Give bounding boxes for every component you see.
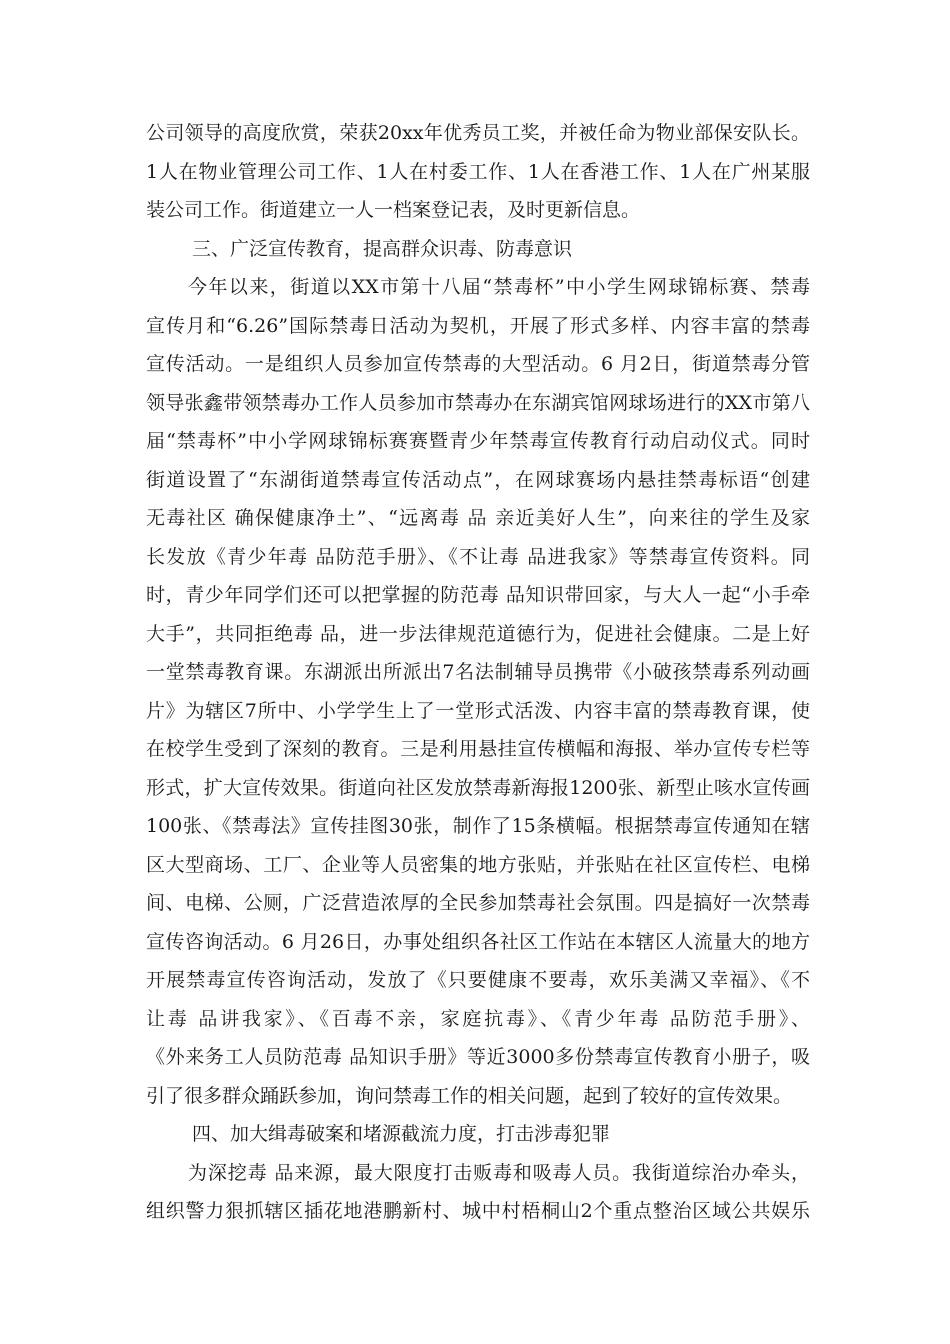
text-line: 装公司工作。街道建立一人一档案登记表，及时更新信息。 — [146, 199, 641, 221]
text-line: 区大型商场、工厂、企业等人员密集的地方张贴，并张贴在社区宣传栏、电梯 — [146, 853, 810, 876]
text-line: 领导张鑫带领禁毒办工作人员参加市禁毒办在东湖宾馆网球场进行的XX市第八 — [146, 391, 810, 414]
text-line: 形式，扩大宣传效果。街道向社区发放禁毒新海报1200张、新型止咳水宣传画 — [146, 776, 810, 799]
text-line: 公司领导的高度欣赏，荣获20xx年优秀员工奖，并被任命为物业部保安队长。 — [146, 122, 810, 144]
text-line: 组织警力狠抓辖区插花地港鹏新村、城中村梧桐山2个重点整治区域公共娱乐 — [146, 1200, 810, 1222]
text-line: 今年以来，街道以XX市第十八届“禁毒杯”中小学生网球锦标赛、禁毒 — [188, 276, 810, 298]
text-line: 时，青少年同学们还可以把掌握的防范毒 品知识带回家，与大人一起“小手牵 — [146, 584, 810, 606]
text-line: 宣传咨询活动。6 月26日，办事处组织各社区工作站在本辖区人流量大的地方 — [146, 930, 810, 953]
section-heading-4: 四、加大缉毒破案和堵源截流力度，打击涉毒犯罪 — [192, 1123, 611, 1145]
text-line: 大手”，共同拒绝毒 品，进一步法律规范道德行为，促进社会健康。二是上好 — [146, 622, 810, 645]
text-line: 宣传月和“6.26”国际禁毒日活动为契机，开展了形式多样、内容丰富的禁毒 — [146, 314, 810, 337]
text-line: 在校学生受到了深刻的教育。三是利用悬挂宣传横幅和海报、举办宣传专栏等 — [146, 738, 810, 760]
text-line: 一堂禁毒教育课。东湖派出所派出7名法制辅导员携带《小破孩禁毒系列动画 — [146, 661, 810, 683]
text-line: 为深挖毒 品来源，最大限度打击贩毒和吸毒人员。我街道综治办牵头， — [188, 1161, 810, 1184]
text-line: 间、电梯、公厕，广泛营造浓厚的全民参加禁毒社会氛围。四是搞好一次禁毒 — [146, 892, 810, 914]
section-heading-3: 三、广泛宣传教育，提高群众识毒、防毒意识 — [192, 237, 573, 260]
text-line: 《外来务工人员防范毒 品知识手册》等近3000多份禁毒宣传教育小册子，吸 — [146, 1046, 810, 1068]
text-line: 让毒 品讲我家》、《百毒不亲，家庭抗毒》、《青少年毒 品防范手册》、 — [146, 1007, 810, 1030]
text-line: 100张、《禁毒法》宣传挂图30张，制作了15条横幅。根据禁毒宣传通知在辖 — [146, 815, 810, 837]
text-line: 1人在物业管理公司工作、1人在村委工作、1人在香港工作、1人在广州某服 — [146, 160, 810, 183]
text-line: 开展禁毒宣传咨询活动，发放了《只要健康不要毒，欢乐美满又幸福》、《不 — [146, 969, 810, 991]
text-line: 片》为辖区7所中、小学学生上了一堂形式活泼、内容丰富的禁毒教育课，使 — [146, 699, 810, 722]
text-line: 宣传活动。一是组织人员参加宣传禁毒的大型活动。6 月2日，街道禁毒分管 — [146, 353, 810, 375]
document-body — [146, 114, 810, 1231]
text-line: 街道设置了“东湖街道禁毒宣传活动点”，在网球赛场内悬挂禁毒标语“创建 — [146, 468, 810, 491]
text-line: 长发放《青少年毒 品防范手册》、《不让毒 品进我家》等禁毒宣传资料。同 — [146, 545, 810, 568]
text-line: 届“禁毒杯”中小学网球锦标赛赛暨青少年禁毒宣传教育行动启动仪式。同时 — [146, 430, 810, 452]
text-line: 引了很多群众踊跃参加，询问禁毒工作的相关问题，起到了较好的宣传效果。 — [146, 1084, 793, 1107]
text-line: 无毒社区 确保健康净土”、“远离毒 品 亲近美好人生”，向来往的学生及家 — [146, 507, 810, 529]
